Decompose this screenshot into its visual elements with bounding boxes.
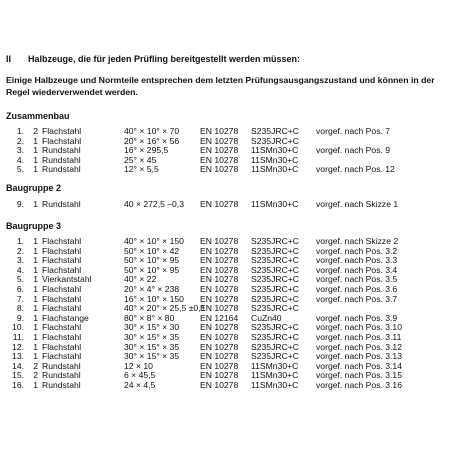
parts-list-zusammenbau	[0, 127, 458, 175]
row-material-grade: S235JRC+C	[251, 236, 300, 246]
section-heading	[6, 55, 300, 64]
row-position: 9.	[16, 199, 24, 209]
row-standard: EN 10278	[200, 331, 239, 342]
row-dimensions: 20° × 16° × 56	[124, 135, 180, 146]
row-material-type: Rundstahl	[42, 145, 81, 156]
row-dimensions: 30° × 15° × 35	[124, 331, 180, 342]
row-note: vorgef. nach Pos. 3.14	[316, 360, 402, 371]
row-position: 8.	[16, 303, 24, 314]
row-material-grade: S235JRC+C	[251, 126, 300, 136]
row-quantity: 1	[33, 264, 38, 275]
intro-paragraph: Einige Halbzeuge und Normteile entsprechen dem letzten Prüfungsausgangszustand und können in der Regel wiederverwendet werden.	[6, 75, 435, 97]
row-quantity: 1	[33, 274, 38, 285]
row-note: vorgef. nach Pos. 3.13	[316, 351, 402, 362]
row-quantity: 1	[33, 331, 38, 342]
row-quantity: 1	[33, 303, 38, 314]
row-position: 1.	[16, 236, 24, 246]
row-material-grade: S235JRC+C	[251, 274, 300, 285]
section-title-baugruppe-3: Baugruppe 3	[6, 221, 62, 231]
row-standard: EN 10278	[200, 283, 239, 294]
row-material-type: Flachstahl	[42, 126, 82, 136]
row-material-type: Vierkantstahl	[42, 274, 92, 285]
row-position: 11.	[12, 331, 24, 342]
row-standard: EN 12164	[200, 312, 239, 323]
row-note: vorgef. nach Skizze 1	[316, 199, 399, 209]
row-quantity: 1	[33, 322, 38, 333]
row-material-type: Rundstahl	[42, 370, 81, 381]
row-dimensions: 40 × 272,5 –0,3	[124, 199, 184, 209]
row-material-type: Flachstahl	[42, 245, 82, 256]
row-note: vorgef. nach Pos. 12	[316, 164, 395, 175]
row-dimensions: 12° × 5,5	[124, 164, 159, 175]
row-dimensions: 30° × 15° × 30	[124, 322, 180, 333]
row-note: vorgef. nach Pos. 3.4	[316, 264, 398, 275]
row-material-type: Flachstahl	[42, 255, 82, 266]
row-material-type: Rundstahl	[42, 154, 81, 165]
row-quantity: 1	[33, 379, 38, 390]
row-position: 10.	[12, 322, 24, 333]
row-standard: EN 10278	[200, 164, 239, 175]
row-quantity: 1	[33, 312, 38, 323]
row-position: 4.	[16, 264, 24, 275]
row-material-grade: 11SMn30+C	[251, 199, 299, 209]
row-dimensions: 16° × 10° × 150	[124, 293, 184, 304]
row-material-grade: S235JRC+C	[251, 283, 300, 294]
heading-number: II	[6, 54, 12, 64]
row-material-grade: 11SMn30+C	[251, 164, 299, 175]
row-dimensions: 50° × 10° × 95	[124, 255, 180, 266]
row-note: vorgef. nach Pos. 3.12	[316, 341, 402, 352]
row-material-grade: S235JRC+C	[251, 264, 300, 275]
row-position: 2.	[16, 135, 24, 146]
row-standard: EN 10278	[200, 341, 239, 352]
row-standard: EN 10278	[200, 236, 239, 246]
row-standard: EN 10278	[200, 255, 239, 266]
row-note: vorgef. nach Skizze 2	[316, 236, 399, 246]
section-title-baugruppe-2: Baugruppe 2	[6, 183, 62, 193]
row-material-grade: S235JRC+C	[251, 293, 300, 304]
heading-title: Halbzeuge, die für jeden Prüfling bereitgestellt werden müssen:	[28, 54, 301, 64]
row-quantity: 1	[33, 236, 38, 246]
row-note: vorgef. nach Pos. 3.2	[316, 245, 398, 256]
table-row	[0, 200, 458, 210]
row-material-grade: 11SMn30+C	[251, 370, 299, 381]
row-standard: EN 10278	[200, 274, 239, 285]
row-material-grade: 11SMn30+C	[251, 154, 299, 165]
row-standard: EN 10278	[200, 322, 239, 333]
row-note: vorgef. nach Pos. 3.3	[316, 255, 398, 266]
row-position: 5.	[16, 274, 24, 285]
row-material-grade: S235JRC+C	[251, 303, 300, 314]
row-quantity: 1	[33, 283, 38, 294]
row-quantity: 1	[33, 351, 38, 362]
row-quantity: 1	[33, 164, 38, 175]
row-note: vorgef. nach Pos. 9	[316, 145, 391, 156]
row-position: 2.	[16, 245, 24, 256]
row-material-type: Flachstahl	[42, 264, 82, 275]
row-standard: EN 10278	[200, 145, 239, 156]
row-note: vorgef. nach Pos. 3.11	[316, 331, 402, 342]
row-dimensions: 40° × 10° × 70	[124, 126, 180, 136]
row-position: 12.	[12, 341, 24, 352]
row-dimensions: 24 × 4,5	[124, 379, 156, 390]
row-material-grade: S235JRC+C	[251, 341, 300, 352]
row-position: 16.	[12, 379, 24, 390]
row-material-type: Rundstahl	[42, 360, 81, 371]
row-material-grade: 11SMn30+C	[251, 360, 299, 371]
row-material-grade: S235JRC+C	[251, 351, 300, 362]
row-quantity: 1	[33, 293, 38, 304]
row-dimensions: 25° × 45	[124, 154, 157, 165]
row-material-type: Flachstahl	[42, 341, 82, 352]
row-standard: EN 10278	[200, 126, 239, 136]
row-position: 13.	[12, 351, 24, 362]
row-quantity: 1	[33, 135, 38, 146]
row-standard: EN 10278	[200, 199, 239, 209]
row-material-type: Flachstahl	[42, 322, 82, 333]
row-note: vorgef. nach Pos. 3.10	[316, 322, 402, 333]
row-material-grade: 11SMn30+C	[251, 379, 299, 390]
row-note: vorgef. nach Pos. 3.15	[316, 370, 402, 381]
row-note: vorgef. nach Pos. 3.16	[316, 379, 402, 390]
row-material-type: Flachstahl	[42, 303, 82, 314]
row-quantity: 2	[33, 126, 38, 136]
row-note: vorgef. nach Pos. 7	[316, 126, 391, 136]
row-position: 7.	[16, 293, 24, 304]
row-position: 1.	[16, 126, 24, 136]
row-material-grade: S235JRC+C	[251, 245, 300, 256]
row-position: 14.	[12, 360, 24, 371]
row-note: vorgef. nach Pos. 3.6	[316, 283, 398, 294]
row-dimensions: 12 × 10	[124, 360, 153, 371]
row-material-type: Rundstahl	[42, 379, 81, 390]
row-material-grade: 11SMn30+C	[251, 145, 299, 156]
row-quantity: 2	[33, 360, 38, 371]
row-dimensions: 80° × 8° × 80	[124, 312, 175, 323]
row-standard: EN 10278	[200, 351, 239, 362]
row-material-grade: S235JRC+C	[251, 135, 300, 146]
row-quantity: 1	[33, 341, 38, 352]
parts-list-baugruppe-3	[0, 237, 458, 391]
row-standard: EN 10278	[200, 303, 239, 314]
row-quantity: 1	[33, 145, 38, 156]
row-material-type: Flachstahl	[42, 351, 82, 362]
row-material-type: Rundstahl	[42, 164, 81, 175]
row-standard: EN 10278	[200, 264, 239, 275]
row-quantity: 1	[33, 245, 38, 256]
row-material-type: Flachstahl	[42, 283, 82, 294]
row-standard: EN 10278	[200, 370, 239, 381]
row-dimensions: 20° × 4° × 238	[124, 283, 180, 294]
row-position: 4.	[16, 154, 24, 165]
row-dimensions: 40° × 22	[124, 274, 157, 285]
row-material-type: Flachstahl	[42, 135, 82, 146]
row-position: 15.	[12, 370, 24, 381]
row-standard: EN 10278	[200, 360, 239, 371]
row-quantity: 1	[33, 154, 38, 165]
table-row	[0, 381, 458, 391]
row-quantity: 1	[33, 199, 38, 209]
row-position: 6.	[16, 283, 24, 294]
row-position: 9.	[16, 312, 24, 323]
row-material-grade: S235JRC+C	[251, 322, 300, 333]
row-material-type: Flachstahl	[42, 293, 82, 304]
row-standard: EN 10278	[200, 245, 239, 256]
row-material-type: Flachstahl	[42, 331, 82, 342]
row-dimensions: 16° × 295,5	[124, 145, 169, 156]
row-position: 3.	[16, 255, 24, 266]
row-material-type: Flachstange	[42, 312, 89, 323]
row-material-grade: S235JRC+C	[251, 255, 300, 266]
row-dimensions: 30° × 15° × 35	[124, 351, 180, 362]
row-note: vorgef. nach Pos. 3.7	[316, 293, 398, 304]
row-dimensions: 6 × 45,5	[124, 370, 156, 381]
row-standard: EN 10278	[200, 135, 239, 146]
section-title-zusammenbau: Zusammenbau	[6, 111, 70, 121]
row-quantity: 2	[33, 370, 38, 381]
row-dimensions: 50° × 10° × 42	[124, 245, 180, 256]
row-dimensions: 40° × 20° × 25,5 ±0,1	[124, 303, 206, 314]
row-standard: EN 10278	[200, 379, 239, 390]
row-note: vorgef. nach Pos. 3.9	[316, 312, 398, 323]
row-quantity: 1	[33, 255, 38, 266]
row-position: 3.	[16, 145, 24, 156]
row-dimensions: 30° × 15° × 35	[124, 341, 180, 352]
table-row	[0, 165, 458, 175]
row-material-grade: S235JRC+C	[251, 331, 300, 342]
row-standard: EN 10278	[200, 154, 239, 165]
row-position: 5.	[16, 164, 24, 175]
row-material-grade: CuZn40	[251, 312, 282, 323]
parts-list-baugruppe-2	[0, 200, 458, 210]
row-material-type: Rundstahl	[42, 199, 81, 209]
row-note: vorgef. nach Pos. 3.5	[316, 274, 398, 285]
row-standard: EN 10278	[200, 293, 239, 304]
row-dimensions: 40° × 10° × 150	[124, 236, 184, 246]
row-material-type: Flachstahl	[42, 236, 82, 246]
row-dimensions: 50° × 10° × 95	[124, 264, 180, 275]
